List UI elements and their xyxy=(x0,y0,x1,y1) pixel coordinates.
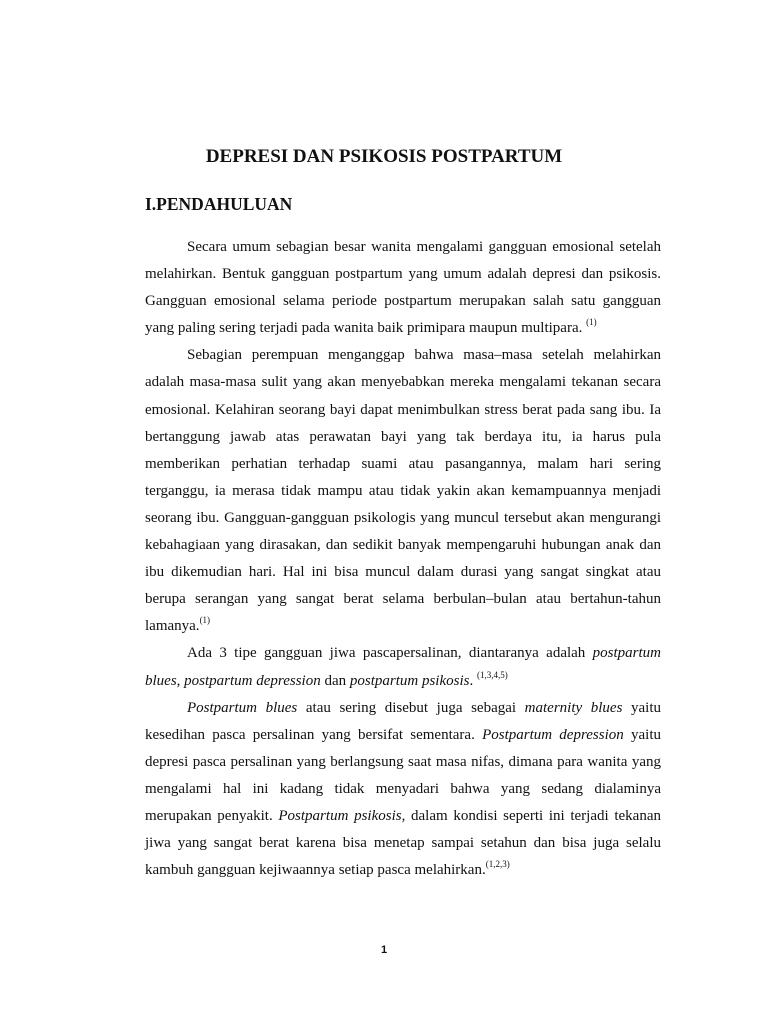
paragraph-4-text: atau sering disebut juga sebagai xyxy=(297,699,525,716)
paragraph-3-text: . xyxy=(469,672,474,689)
paragraph-3-text: , xyxy=(176,672,185,689)
italic-term: postpartum depression xyxy=(184,672,321,689)
paragraph-2-text: Sebagian perempuan menganggap bahwa masa–masa setelah melahirkan adalah masa-masa sulit yang akan menyebabkan mereka mengalami tekanan secara emosional. Kelahiran seorang bayi dapat menimbulkan stress berat pada sang ibu. Ia bertanggung jawab atas perawatan bayi yang tak berdaya itu, ia harus pula memberikan perhatian terhadap suami atau pasangannya, malam hari sering terganggu, ia merasa tidak mampu atau tidak yakin akan kemampuannya menjadi seorang ibu. Gangguan-gangguan psikologis yang muncul tersebut akan mengurangi kebahagiaan yang dirasakan, dan sedikit banyak mempengaruhi hubungan anak dan ibu dikemudian hari. Hal ini bisa muncul dalam durasi yang sangat singkat atau berupa serangan yang sangat berat selama berbulan–bulan atau bertahun-tahun lamanya. xyxy=(145,347,661,635)
paragraph-4-text: , dalam kondisi seperti ini terjadi tekanan jiwa yang sangat berat karena bisa menetap sampai setahun dan bisa juga selalu kambuh gangguan kejiwaannya setiap pasca melahirkan. xyxy=(145,807,661,879)
citation-ref: (1) xyxy=(586,317,597,328)
paragraph-1 xyxy=(145,234,661,342)
paragraph-4 xyxy=(145,695,661,885)
paragraph-4-text: yaitu depresi pasca persalinan yang berlangsung saat masa nifas, dimana para wanita yang mengalami hal ini kadang tidak menyadari bahwa yang sedang dialaminya merupakan penyakit. xyxy=(145,726,661,824)
italic-term: postpartum psikosis xyxy=(349,672,470,689)
document-title: DEPRESI DAN PSIKOSIS POSTPARTUM xyxy=(205,146,563,167)
citation-ref: (1) xyxy=(199,615,211,626)
paragraph-4-text: yaitu kesedihan pasca persalinan yang bersifat sementara. xyxy=(145,699,661,743)
page-number: 1 xyxy=(380,944,388,956)
citation-ref: (1,2,3) xyxy=(485,859,510,870)
body-text xyxy=(145,234,661,884)
italic-term: Postpartum blues xyxy=(187,699,298,716)
paragraph-2 xyxy=(145,342,661,640)
italic-term: Postpartum psikosis xyxy=(278,807,402,824)
italic-term: Postpartum depression xyxy=(482,726,624,743)
citation-ref: (1,3,4,5) xyxy=(476,669,508,680)
section-heading: I.PENDAHULUAN xyxy=(145,194,293,214)
paragraph-3-text: dan xyxy=(320,672,350,689)
italic-term: maternity blues xyxy=(524,699,623,716)
paragraph-1-text: Secara umum sebagian besar wanita mengalami gangguan emosional setelah melahirkan. Bentuk gangguan postpartum yang umum adalah depresi dan psikosis. Gangguan emosional selama periode postpartum merupakan salah satu gangguan yang paling sering terjadi pada wanita baik primipara maupun multipara. xyxy=(145,239,661,337)
paragraph-3-text: Ada 3 tipe gangguan jiwa pascapersalinan, diantaranya adalah xyxy=(187,645,593,662)
italic-term: postpartum blues xyxy=(145,645,661,689)
paragraph-3 xyxy=(145,640,661,694)
